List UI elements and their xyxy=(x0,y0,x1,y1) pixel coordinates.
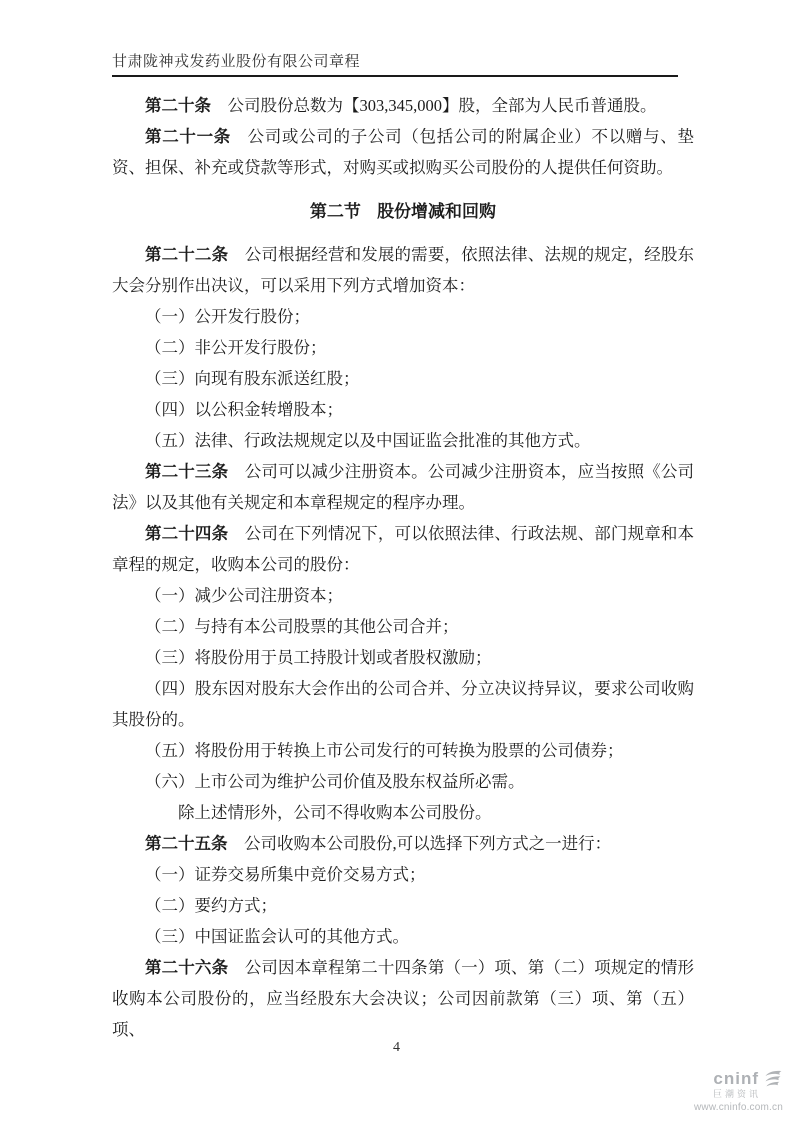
cninfo-watermark xyxy=(653,1070,783,1113)
list-item: （一）证券交易所集中竞价交易方式； xyxy=(145,865,426,884)
list-item: （五）将股份用于转换上市公司发行的可转换为股票的公司债券； xyxy=(145,741,624,760)
section-number: 第二节 xyxy=(309,202,361,221)
list-item: （三）向现有股东派送红股； xyxy=(145,369,360,388)
list-item: （三）将股份用于员工持股计划或者股权激励； xyxy=(145,648,492,667)
document-body xyxy=(112,90,694,1045)
list-item: （一）公开发行股份； xyxy=(145,307,310,326)
note-paragraph: 除上述情形外，公司不得收购本公司股份。 xyxy=(178,803,492,822)
article-paragraph: 第二十一条 公司或公司的子公司（包括公司的附属企业）不以赠与、垫资、担保、补充或贷款等形式，对购买或拟购买公司股份的人提供任何资助。 xyxy=(112,127,694,177)
cninfo-brand-cn: 巨潮资讯 xyxy=(712,1088,761,1099)
page-header xyxy=(112,52,678,77)
cninfo-brand-text: cninf xyxy=(713,1069,759,1088)
page-number: 4 xyxy=(393,1040,400,1055)
section-heading: 第二节 股份增减和回购 xyxy=(309,202,497,221)
list-item: （二）非公开发行股份； xyxy=(145,338,327,357)
list-item: （三）中国证监会认可的其他方式。 xyxy=(145,927,409,946)
article-paragraph: 第二十三条 公司可以减少注册资本。公司减少注册资本，应当按照《公司法》以及其他有关规定和本章程规定的程序办理。 xyxy=(112,462,695,512)
list-item: （二）与持有本公司股票的其他公司合并； xyxy=(145,617,459,636)
cninfo-brand-row xyxy=(653,1070,783,1089)
article-paragraph: 第二十六条 公司因本章程第二十四条第（一）项、第（二）项规定的情形收购本公司股份的，应当经股东大会决议；公司因前款第（三）项、第（五）项、 xyxy=(112,958,695,1039)
article-number: 第二十三条 xyxy=(145,462,229,481)
list-item: （四）股东因对股东大会作出的公司合并、分立决议持异议，要求公司收购其股份的。 xyxy=(112,679,694,729)
list-item: （二）要约方式； xyxy=(145,896,277,915)
list-item: （五）法律、行政法规规定以及中国证监会批准的其他方式。 xyxy=(145,431,591,450)
article-number: 第二十条 xyxy=(145,96,211,115)
article-number: 第二十二条 xyxy=(145,245,229,264)
cninfo-url-text: www.cninfo.com.cn xyxy=(694,1101,783,1113)
cninfo-swoosh-icon xyxy=(761,1070,783,1088)
article-number: 第二十四条 xyxy=(145,524,229,543)
list-item: （六）上市公司为维护公司价值及股东权益所必需。 xyxy=(145,772,525,791)
list-item: （四）以公积金转增股本； xyxy=(145,400,343,419)
article-paragraph: 第二十条 公司股份总数为【303,345,000】股，全部为人民币普通股。 xyxy=(145,96,657,115)
list-item: （一）减少公司注册资本； xyxy=(145,586,343,605)
article-paragraph: 第二十四条 公司在下列情况下，可以依照法律、行政法规、部门规章和本章程的规定，收购本公司的股份： xyxy=(112,524,695,574)
header-title: 甘肃陇神戎发药业股份有限公司章程 xyxy=(112,54,361,70)
article-number: 第二十五条 xyxy=(145,834,228,853)
article-paragraph: 第二十五条 公司收购本公司股份,可以选择下列方式之一进行： xyxy=(145,834,612,853)
article-number: 第二十六条 xyxy=(145,958,229,977)
article-paragraph: 第二十二条 公司根据经营和发展的需要，依照法律、法规的规定，经股东大会分别作出决议，可以采用下列方式增加资本： xyxy=(112,245,695,295)
article-number: 第二十一条 xyxy=(145,127,231,146)
